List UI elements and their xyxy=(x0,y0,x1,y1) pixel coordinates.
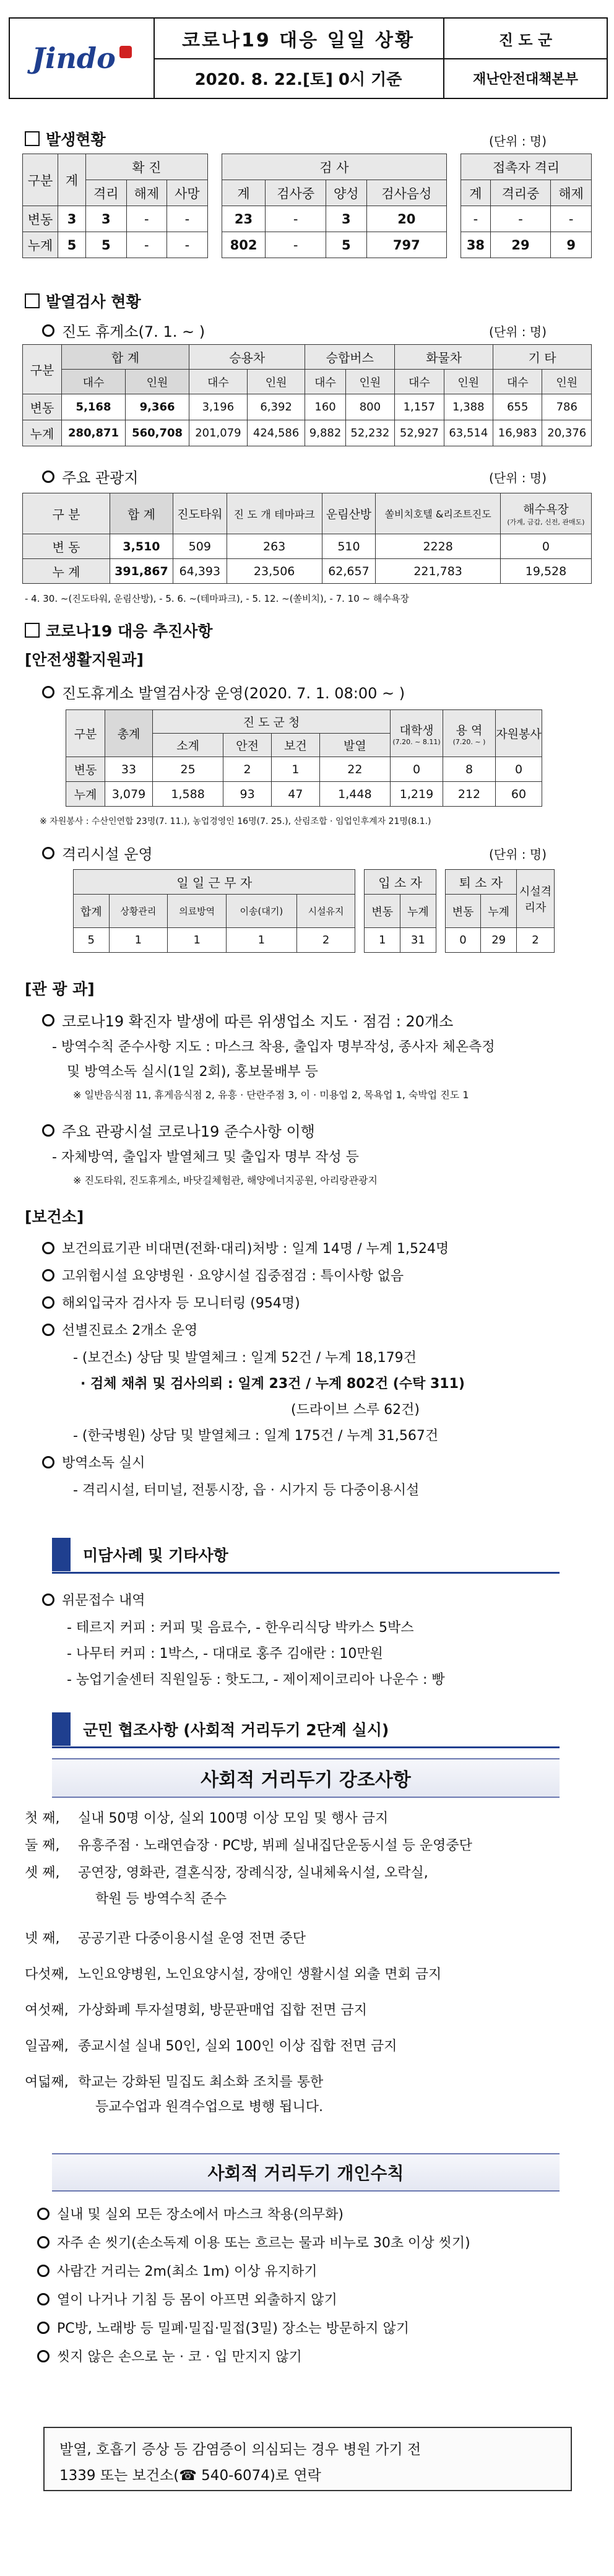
list-item: PC방, 노래방 등 밀폐·밀집·밀접(3밀) 장소는 방문하지 않기 xyxy=(37,2318,409,2337)
blue-block xyxy=(52,1538,71,1571)
tourism-item-1: 코로나19 확진자 발생에 따른 위생업소 지도 · 점검 : 20개소 xyxy=(42,1009,453,1031)
ring-bullet-icon xyxy=(37,2236,50,2249)
unit-label: (단위 : 명) xyxy=(489,134,547,149)
header-rule xyxy=(52,1746,560,1748)
report-date: 2020. 8. 22.[토] 0시 기준 xyxy=(154,58,444,98)
rest-area-table: 구분 합 계 승용차 승합버스 화물차 기 타 대수 인원 대수 인원 대수 인원 대수 인원 대수 인원 변동 5,168 9,366 3,196 6,392 160 800 1,157 1,388 655 786 누계 280,871 560,708 201,079 424,586 9,882 52,232 52,927 63,514 16,983 20,376 xyxy=(22,344,592,446)
quarantine-subtitle: 격리시설 운영 xyxy=(42,842,153,864)
table-row: 누계 3,079 1,588 93 47 1,448 1,219 212 60 xyxy=(66,782,542,807)
list-item: 학원 등 방역수칙 준수 xyxy=(95,1891,227,1907)
ring-bullet-icon xyxy=(42,1324,54,1336)
rest-operation-subtitle: 진도휴게소 발열검사장 운영(2020. 7. 1. 08:00 ~ ) xyxy=(42,681,405,703)
donation-item: 위문접수 내역 xyxy=(42,1590,145,1609)
health-item-5: 방역소독 실시 xyxy=(42,1452,145,1472)
section-fever-title: 발열검사 현황 xyxy=(25,290,141,312)
list-item: 사람간 거리는 2m(최소 1m) 이상 유지하기 xyxy=(37,2261,318,2280)
ring-bullet-icon xyxy=(42,324,54,337)
ring-bullet-icon xyxy=(42,1269,54,1281)
header-rule xyxy=(52,1572,560,1574)
list-item: 다섯째, 노인요양병원, 노인요양시설, 장애인 생활시설 외출 면회 금지 xyxy=(25,1967,442,1982)
table-row: 누계 280,871 560,708 201,079 424,586 9,882 52,232 52,927 63,514 16,983 20,376 xyxy=(23,420,592,446)
ring-bullet-icon xyxy=(37,2265,50,2277)
table-row: 변동 5,168 9,366 3,196 6,392 160 800 1,157 1,388 655 786 xyxy=(23,394,592,420)
table-row: 변동 3 3 - - 23 - 3 20 - - - xyxy=(23,206,592,232)
health-item-4: 선별진료소 2개소 운영 xyxy=(42,1320,197,1339)
ring-bullet-icon xyxy=(42,1124,54,1137)
cooperation-header: 군민 협조사항 (사회적 거리두기 2단계 실시) xyxy=(52,1712,560,1746)
ring-bullet-icon xyxy=(37,2293,50,2305)
quarantine-table: 일 일 근 무 자 입 소 자 퇴 소 자 시설격리자 합계 상황관리 의료방역 이송(대기) 시설유지 변동 누계 변동 누계 5 1 1 1 2 1 31 0 29 2 xyxy=(73,869,555,953)
tour-note: - 4. 30. ~(진도타워, 운림산방), - 5. 6. ~(테마파크), - 5. 12. ~(쏠비치), - 7. 10 ~ 해수욕장 xyxy=(25,593,409,604)
logo: Jindo xyxy=(10,19,155,98)
section-response-title: 코로나19 대응 추진사항 xyxy=(25,619,213,641)
table-row: 변동 33 25 2 1 22 0 8 0 xyxy=(66,757,542,782)
list-item: 씻지 않은 손으로 눈 · 코 · 입 만지지 않기 xyxy=(37,2346,302,2366)
square-bullet-icon xyxy=(25,623,40,638)
ring-bullet-icon xyxy=(37,2322,50,2334)
blue-block xyxy=(52,1712,71,1746)
unit-label: (단위 : 명) xyxy=(489,847,547,862)
volunteer-note: ※ 자원봉사 : 수산인연합 23명(7. 11.), 농업경영인 16명(7. 25.), 산림조합 · 임업인후계자 21명(8.1.) xyxy=(40,817,431,826)
personal-title-bar: 사회적 거리두기 개인수칙 xyxy=(52,2153,560,2192)
list-item: 둘 째, 유흥주점 · 노래연습장 · PC방, 뷔페 실내집단운동시설 등 운영중단 xyxy=(25,1838,472,1854)
dept-label-safety: [안전생활지원과] xyxy=(25,651,144,669)
ring-bullet-icon xyxy=(42,1014,54,1026)
contact-box: 발열, 호흡기 증상 등 감염증이 의심되는 경우 병원 가기 전 1339 또는 보건소(☎ 540-6074)로 연락 xyxy=(43,2427,572,2491)
table-row: 5 1 1 1 2 1 31 0 29 2 xyxy=(74,928,555,953)
ring-bullet-icon xyxy=(37,2208,50,2220)
tourism-item-2: 주요 관광시설 코로나19 준수사항 이행 xyxy=(42,1119,315,1141)
list-item: 여덟째, 학교는 강화된 밀집도 최소화 조치를 통한 xyxy=(25,2075,324,2090)
list-item: 셋 째, 공연장, 영화관, 결혼식장, 장례식장, 실내체육시설, 오락실, xyxy=(25,1865,428,1881)
square-bullet-icon xyxy=(25,293,40,308)
health-item-2: 고위험시설 요양병원 · 요양시설 집중점검 : 특이사항 없음 xyxy=(42,1265,404,1285)
sd-title-bar: 사회적 거리두기 강조사항 xyxy=(52,1758,560,1798)
rest-area-subtitle: 진도 휴게소(7. 1. ~ ) xyxy=(42,319,205,341)
ring-bullet-icon xyxy=(42,686,54,698)
ring-bullet-icon xyxy=(42,471,54,483)
list-item: 실내 및 실외 모든 장소에서 마스크 착용(의무화) xyxy=(37,2204,344,2223)
org-name: 진 도 군 xyxy=(444,19,607,59)
unit-label: (단위 : 명) xyxy=(489,324,547,339)
ring-bullet-icon xyxy=(42,1242,54,1254)
list-item: 일곱째, 종교시설 실내 50인, 실외 100인 이상 집합 전면 금지 xyxy=(25,2039,397,2054)
health-item-1: 보건의료기관 비대면(전화·대리)처방 : 일계 14명 / 누계 1,524명 xyxy=(42,1238,449,1257)
dept-label-health: [보건소] xyxy=(25,1208,84,1226)
ring-bullet-icon xyxy=(42,847,54,859)
table-row: 변 동 3,510 509 263 510 2228 0 xyxy=(23,534,592,559)
ring-bullet-icon xyxy=(37,2350,50,2362)
unit-label: (단위 : 명) xyxy=(489,471,547,485)
list-item: 열이 나거나 기침 등 몸이 아프면 외출하지 않기 xyxy=(37,2289,337,2309)
health-item-3: 해외입국자 검사자 등 모니터링 (954명) xyxy=(42,1293,300,1312)
ring-bullet-icon xyxy=(42,1456,54,1468)
list-item: 자주 손 씻기(손소독제 이용 또는 흐르는 물과 비누로 30초 이상 씻기) xyxy=(37,2232,470,2252)
header-box xyxy=(9,17,608,99)
tour-subtitle: 주요 관광지 xyxy=(42,466,139,487)
list-item: 등교수업과 원격수업으로 병행 됩니다. xyxy=(95,2099,324,2115)
report-title: 코로나19 대응 일일 상황 xyxy=(154,19,444,59)
page: Jindo 코로나19 대응 일일 상황 2020. 8. 22.[토] 0시 기준 진 도 군 재난안전대책본부 발생현황 (단위 : 명) 구분 계 확 진 검 사 접촉자 격리 격리 해제 사망 계 검사중 양성 검사음성 계 격리중 해제 변동 3 3 - - 23 - 3 20 - - - 누계 5 5 - - 802 - 5 797 38 29 9 발열검사 현황 진도 휴게소(7. 1. ~ ) (단위 : 명) 구분 합 계 승용차 승합버스 화물차 기 타 대수 인원 대수 인원 대수 인원 대수 인원 대수 인원 변동 5,168 9,366 3,196 6,392 160 800 1,157 1,388 655 786 누계 280,871 560,708 201,079 424,586 9,882 52,232 52,927 63,514 16,983 20,376 주요 관광지 (단위 : 명) 구 분 합 계 진도타워 진 도 개 테마파크 운림산방 쏠비치호텔 &리조트진도 해수욕장 (가계, 금갑, 신전, 관매도) 변 동 3,510 509 263 510 2228 0 누 계 391,867 64,393 23,506 62,657 221,783 19,528 - 4. 30. ~(진도타워, 운림산방), - 5. 6. ~(테마파크), - 5. 12. ~(쏠비치), - 7. 10 ~ 해수욕장 코로나19 대응 추진사항 [안전생활지원과] 진도휴게소 발열검사장 운영(2020. 7. 1. 08:00 ~ ) 구분 총계 진 도 군 청 대학생 (7.20. ~ 8.11) 용 역 (7.20. ~ ) 자원봉사 소계 안전 보건 발열 변동 33 25 2 1 22 0 8 0 누계 3,079 1,588 93 47 1,448 1,219 212 60 ※ 자원봉사 : 수산인연합 23명(7. 11.), 농업경영인 16명(7. 25.), 산림조합 · 임업인후계자 21명(8.1.) 격리시설 운영 (단위 : 명) 일 일 근 무 자 입 소 자 퇴 소 자 시설격리자 합계 상황관리 의료방역 이송(대기) 시설유지 변동 누계 변동 누계 5 1 1 1 2 1 31 0 29 2 [관 광 과] 코로나19 확진자 발생에 따른 위생업소 지도 · 점검 : 20개소 - 방역수칙 준수사항 지도 : 마스크 착용, 출입자 명부작성, 종사자 체온측정 및 방역소독 실시(1일 2회), 홍보물배부 등 ※ 일반음식점 11, 휴게음식점 2, 유흥 · 단란주점 3, 이 · 미용업 2, 목욕업 1, 숙박업 진도 1 주요 관광시설 코로나19 준수사항 이행 - 자체방역, 출입자 발열체크 및 출입자 명부 작성 등 ※ 진도타워, 진도휴게소, 바닷길체험관, 해양에너지공원, 아리랑관광지 [보건소] 보건의료기관 비대면(전화·대리)처방 : 일계 14명 / 누계 1,524명 고위험시설 요양병원 · 요양시설 집중점검 : 특이사항 없음 해외입국자 검사자 등 모니터링 (954명) 선별진료소 2개소 운영 - (보건소) 상담 및 발열체크 : 일계 52건 / 누계 18,179건 · 검체 채취 및 검사의뢰 : 일계 23건 / 누계 802건 (수탁 311) (드라이브 스루 62건) - (한국병원) 상담 및 발열체크 : 일계 175건 / 누계 31,567건 방역소독 실시 - 격리시설, 터미널, 전통시장, 읍 · 시가지 등 다중이용시설 미담사례 및 기타사항 위문접수 내역 - 테르지 커피 : 커피 및 음료수, - 한우리식당 박카스 5박스 - 나무터 커피 : 1박스, - 대대로 홍주 김애란 : 10만원 - 농업기술센터 직원일동 : 핫도그, - 제이제이코리아 나운수 : 빵 군민 협조사항 (사회적 거리두기 2단계 실시) 사회적 거리두기 강조사항 첫 째, 실내 50명 이상, 실외 100명 이상 모임 및 행사 금지 둘 째, 유흥주점 · 노래연습장 · PC방, 뷔페 실내집단운동시설 등 운영중단 셋 째, 공연장, 영화관, 결혼식장, 장례식장, 실내체육시설, 오락실, 학원 등 방역수칙 준수 넷 째, 공공기관 다중이용시설 운영 전면 중단 다섯째, 노인요양병원, 노인요양시설, 장애인 생활시설 외출 면회 금지 여섯째, 가상화폐 투자설명회, 방문판매업 집합 전면 금지 일곱째, 종교시설 실내 50인, 실외 100인 이상 집합 전면 금지 여덟째, 학교는 강화된 밀집도 최소화 조치를 통한 등교수업과 원격수업으로 병행 됩니다. 사회적 거리두기 개인수칙 실내 및 실외 모든 장소에서 마스크 착용(의무화) 자주 손 씻기(손소독제 이용 또는 흐르는 물과 비누로 30초 이상 씻기) 사람간 거리는 2m(최소 1m) 이상 유지하기 열이 나거나 기침 등 몸이 아프면 외출하지 않기 PC방, 노래방 등 밀폐·밀집·밀접(3밀) 장소는 방문하지 않기 씻지 않은 손으로 눈 · 코 · 입 만지지 않기 발열, 호흡기 증상 등 감염증이 의심되는 경우 병원 가기 전 1339 또는 보건소(☎ 540-6074)로 연락 xyxy=(0,0,614,2576)
ring-bullet-icon xyxy=(42,1594,54,1606)
occurrence-table: 구분 계 확 진 검 사 접촉자 격리 격리 해제 사망 계 검사중 양성 검사음성 계 격리중 해제 변동 3 3 - - 23 - 3 20 - - - 누계 5 5 - - 802 - 5 797 38 29 9 xyxy=(22,154,592,258)
table-row: 누 계 391,867 64,393 23,506 62,657 221,783 19,528 xyxy=(23,559,592,584)
org-dept: 재난안전대책본부 xyxy=(472,71,579,87)
donation-header: 미담사례 및 기타사항 xyxy=(52,1538,560,1571)
square-bullet-icon xyxy=(25,131,40,146)
tour-table: 구 분 합 계 진도타워 진 도 개 테마파크 운림산방 쏠비치호텔 &리조트진도 해수욕장 (가계, 금갑, 신전, 관매도) 변 동 3,510 509 263 510 2228 0 누 계 391,867 64,393 23,506 62,657 221,783 19,528 xyxy=(22,493,592,584)
rest-staff-table: 구분 총계 진 도 군 청 대학생 (7.20. ~ 8.11) 용 역 (7.20. ~ ) 자원봉사 소계 안전 보건 발열 변동 33 25 2 1 22 0 8 0 누계 3,079 1,588 93 47 1,448 1,219 212 60 xyxy=(66,709,542,807)
table-row: 누계 5 5 - - 802 - 5 797 38 29 9 xyxy=(23,232,592,258)
logo-mark-icon xyxy=(119,46,132,58)
dept-label-tourism: [관 광 과] xyxy=(25,980,95,998)
list-item: 여섯째, 가상화폐 투자설명회, 방문판매업 집합 전면 금지 xyxy=(25,2003,368,2018)
ring-bullet-icon xyxy=(42,1296,54,1309)
section-occurrence-title: 발생현황 xyxy=(25,128,106,150)
list-item: 넷 째, 공공기관 다중이용시설 운영 전면 중단 xyxy=(25,1931,306,1946)
list-item: 첫 째, 실내 50명 이상, 실외 100명 이상 모임 및 행사 금지 xyxy=(25,1811,389,1826)
